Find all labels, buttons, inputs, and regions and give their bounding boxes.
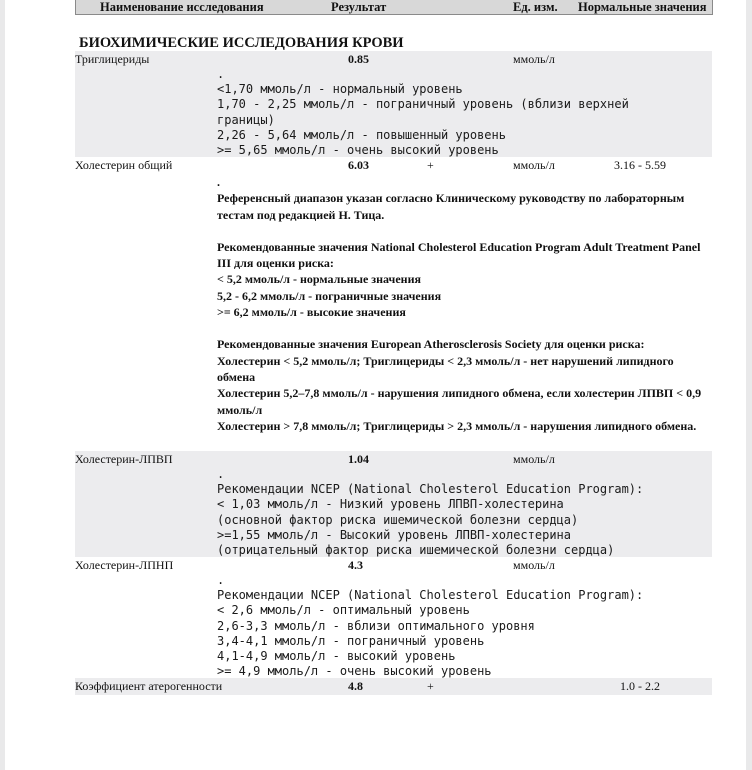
test-note (217, 467, 643, 558)
note-line: Холестерин 5,2–7,8 ммоль/л - нарушения липидного обмена, если холестерин ЛПВП < 0,9 ммоль/л (217, 386, 702, 417)
page-edge-right (746, 0, 752, 770)
note-line: >= 6,2 ммоль/л - высокие значения (217, 305, 406, 320)
note-line: . (217, 175, 220, 189)
page-edge-left (0, 0, 5, 770)
note-line: < 5,2 ммоль/л - нормальные значения (217, 272, 421, 287)
section-title: БИОХИМИЧЕСКИЕ ИССЛЕДОВАНИЯ КРОВИ (79, 35, 404, 51)
note-line: < 2,6 ммоль/л - оптимальный уровень (217, 603, 470, 618)
note-line: . (217, 67, 225, 81)
note-line: 4,1-4,9 ммоль/л - высокий уровень (217, 649, 456, 664)
test-note (217, 67, 629, 158)
test-value: 4.3 (348, 558, 363, 572)
note-line: <1,70 ммоль/л - нормальный уровень (217, 82, 463, 97)
note-line: (основной фактор риска ишемической болезни сердца) (217, 512, 579, 527)
note-line: 3,4-4,1 ммоль/л - пограничный уровень (217, 633, 485, 648)
test-flag: + (427, 158, 434, 172)
test-name: Холестерин общий (75, 158, 173, 172)
test-flag: + (427, 679, 434, 693)
test-name: Холестерин-ЛПВП (75, 452, 173, 466)
test-value: 6.03 (348, 158, 369, 172)
table-row-ldl-cholesterol (75, 557, 712, 678)
header-name: Наименование исследования (100, 0, 264, 14)
note-line: 2,6-3,3 ммоль/л - вблизи оптимального уровня (217, 618, 535, 633)
test-name: Триглицериды (75, 52, 150, 66)
table-row-atherogenic-index (75, 678, 712, 695)
note-line: Рекомендованные значения National Cholesterol Education Program Adult Treatment Panel III для оценки риска: (217, 239, 701, 271)
note-line: >=1,55 ммоль/л - Высокий уровень ЛПВП-холестерина (217, 527, 572, 542)
test-value: 4.8 (348, 679, 363, 693)
test-unit: ммоль/л (513, 558, 555, 572)
table-row-total-cholesterol (75, 157, 712, 451)
test-value: 0.85 (348, 52, 369, 66)
note-line: . (217, 573, 225, 587)
note-line: 5,2 - 6,2 ммоль/л - пограничные значения (217, 288, 442, 303)
note-spacer (217, 223, 712, 239)
note-line: . (217, 467, 225, 481)
note-line: границы) (217, 112, 275, 127)
note-spacer (217, 320, 712, 336)
test-norm: 3.16 - 5.59 (614, 158, 666, 172)
test-note (217, 573, 643, 679)
note-line: Холестерин < 5,2 ммоль/л; Триглицериды < 2,3 ммоль/л - нет нарушений липидного обмена (217, 353, 674, 384)
test-value: 1.04 (348, 452, 369, 466)
note-line: < 1,03 ммоль/л - Низкий уровень ЛПВП-холестерина (217, 497, 564, 512)
note-line: Рекомендованные значения European Atherosclerosis Society для оценки риска: (217, 337, 645, 352)
note-line: 1,70 - 2,25 ммоль/л - пограничный уровень (вблизи верхней (217, 97, 629, 112)
header-result: Результат (331, 0, 387, 14)
note-line: Референсный диапазон указан согласно Клиническому руководству по лабораторным тестам под редакцией Н. Тица. (217, 191, 685, 222)
note-line: >= 5,65 ммоль/л - очень высокий уровень (217, 143, 499, 158)
table-header (75, 0, 713, 15)
test-unit: ммоль/л (513, 452, 555, 466)
test-unit: ммоль/л (513, 158, 555, 172)
table-row-triglycerides (75, 51, 712, 157)
note-line: 2,26 - 5,64 ммоль/л - повышенный уровень (217, 127, 506, 142)
note-line: Холестерин > 7,8 ммоль/л; Триглицериды > 2,3 ммоль/л - нарушения липидного обмена. (217, 418, 697, 433)
test-name: Коэффициент атерогенности (75, 679, 223, 693)
test-unit: ммоль/л (513, 52, 555, 66)
header-norm: Нормальные значения (578, 0, 707, 14)
note-line: (отрицательный фактор риска ишемической болезни сердца) (217, 543, 615, 558)
note-line: Рекомендации NCEP (National Cholesterol Education Program): (217, 588, 644, 603)
header-unit: Ед. изм. (513, 0, 558, 14)
note-line: >= 4,9 ммоль/л - очень высокий уровень (217, 664, 492, 679)
table-row-hdl-cholesterol (75, 451, 712, 557)
test-name: Холестерин-ЛПНП (75, 558, 174, 572)
test-note (217, 174, 712, 434)
note-line: Рекомендации NCEP (National Cholesterol Education Program): (217, 482, 644, 497)
test-norm: 1.0 - 2.2 (620, 679, 660, 693)
